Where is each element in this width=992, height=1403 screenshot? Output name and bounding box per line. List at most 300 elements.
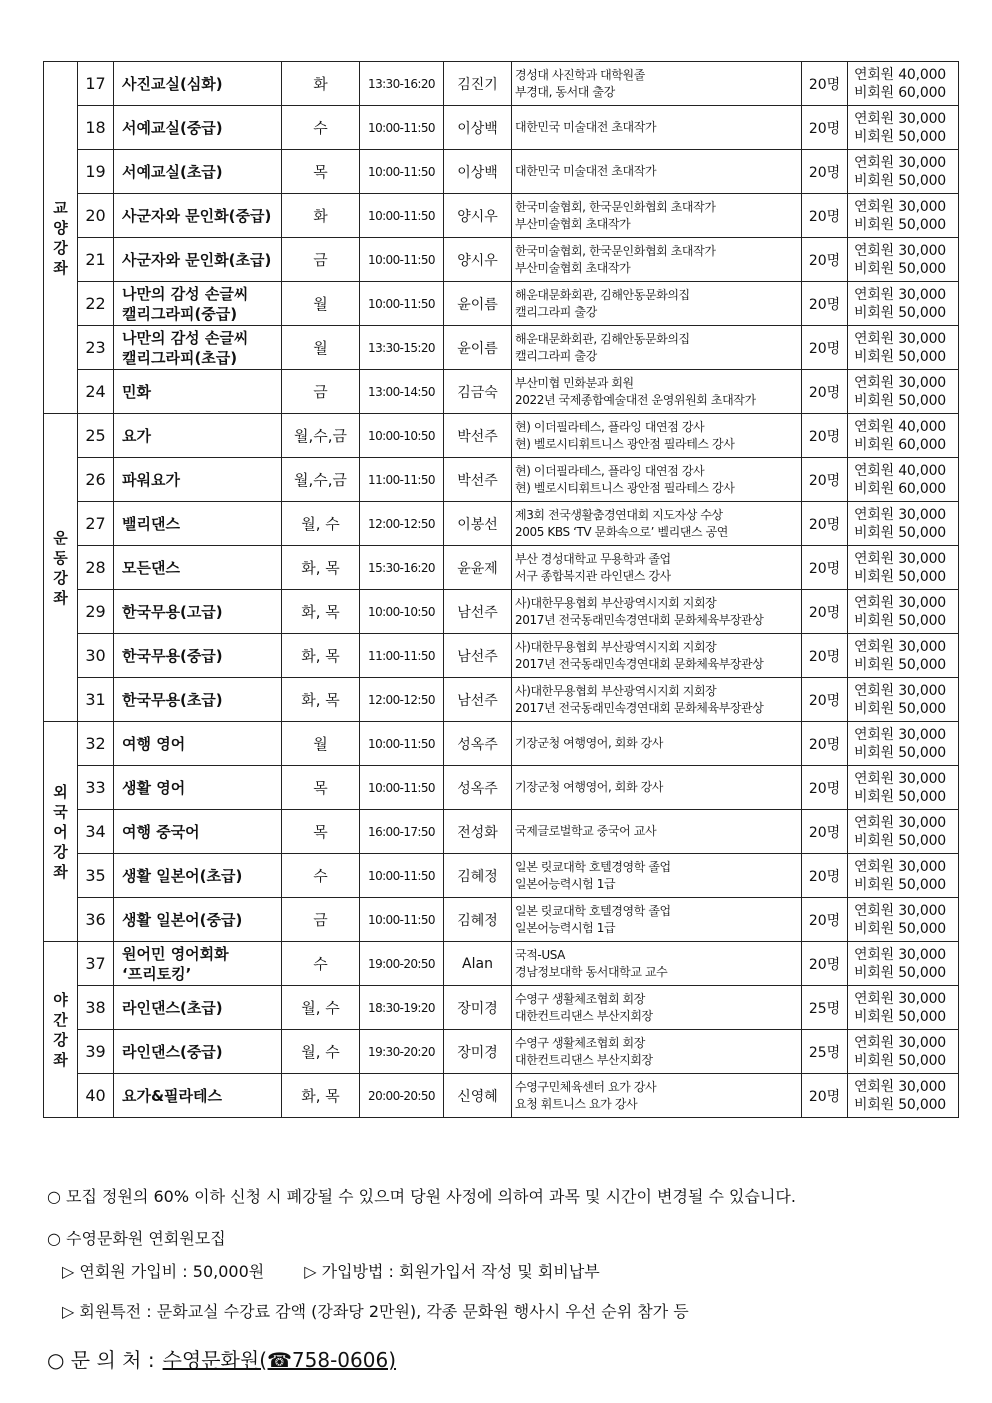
instructor-career: [512, 854, 802, 898]
course-fee-line: 비회원 50,000: [854, 1052, 947, 1069]
course-fee: [848, 678, 959, 722]
course-fee: [848, 986, 959, 1030]
course-name: [114, 942, 282, 986]
course-name: [114, 898, 282, 942]
course-fee: [848, 766, 959, 810]
course-instructor: Alan: [444, 942, 512, 986]
instructor-career-line: 경남정보대학 동서대학교 교수: [515, 964, 668, 979]
course-instructor: 장미경: [444, 1030, 512, 1074]
course-number: 32: [78, 722, 114, 766]
course-fee: [848, 502, 959, 546]
course-time: 13:30-15:20: [360, 326, 444, 370]
course-fee-line: 연회원 30,000: [854, 286, 947, 303]
course-instructor: 이상백: [444, 106, 512, 150]
instructor-career-line: 현) 이더필라테스, 플라잉 대연점 강사: [515, 463, 705, 478]
course-capacity: 20명: [802, 414, 848, 458]
course-time: 10:00-11:50: [360, 194, 444, 238]
course-capacity: 20명: [802, 810, 848, 854]
course-fee: [848, 722, 959, 766]
course-name: [114, 326, 282, 370]
course-name: [114, 634, 282, 678]
course-day: 화, 목: [282, 1074, 360, 1118]
course-fee-line: 비회원 50,000: [854, 700, 947, 717]
instructor-career-line: 국적-USA: [515, 947, 565, 962]
course-number: 18: [78, 106, 114, 150]
course-fee-line: 연회원 30,000: [854, 990, 947, 1007]
table-row: [44, 546, 959, 590]
course-capacity: 20명: [802, 458, 848, 502]
course-fee: [848, 326, 959, 370]
instructor-career-line: 일본어능력시험 1급: [515, 876, 616, 891]
course-day: 화, 목: [282, 678, 360, 722]
course-fee: [848, 238, 959, 282]
course-fee-line: 연회원 40,000: [854, 418, 947, 435]
course-name-line: 사진교실(심화): [122, 74, 223, 93]
table-row: [44, 238, 959, 282]
course-day: 금: [282, 898, 360, 942]
course-number: 20: [78, 194, 114, 238]
course-capacity: 20명: [802, 590, 848, 634]
course-name-line: 밸리댄스: [122, 514, 180, 533]
course-fee: [848, 106, 959, 150]
course-day: 화: [282, 62, 360, 106]
table-row: [44, 150, 959, 194]
course-instructor: 김금숙: [444, 370, 512, 414]
course-name-line: 캘리그라피(중급): [122, 304, 238, 323]
course-capacity: 20명: [802, 898, 848, 942]
course-day: 목: [282, 766, 360, 810]
table-row: [44, 766, 959, 810]
course-name: [114, 810, 282, 854]
course-instructor: 남선주: [444, 634, 512, 678]
course-fee-line: 비회원 60,000: [854, 436, 947, 453]
course-instructor: 박선주: [444, 458, 512, 502]
course-instructor: 전성화: [444, 810, 512, 854]
course-name-line: 여행 영어: [122, 734, 186, 753]
contact-label: ○ 문 의 처 :: [47, 1348, 155, 1372]
course-name-line: 여행 중국어: [122, 822, 200, 841]
course-capacity: 20명: [802, 854, 848, 898]
instructor-career-line: 수영구 생활체조협회 회장: [515, 991, 645, 1006]
course-instructor: 양시우: [444, 194, 512, 238]
instructor-career-line: 현) 벨로시티휘트니스 광안점 필라테스 강사: [515, 436, 735, 451]
category-name: 야간강좌: [53, 990, 68, 1069]
table-row: [44, 106, 959, 150]
course-fee: [848, 590, 959, 634]
course-name-line: 요가: [122, 426, 151, 445]
instructor-career: [512, 898, 802, 942]
course-name: [114, 986, 282, 1030]
course-fee-line: 연회원 30,000: [854, 638, 947, 655]
course-capacity: 25명: [802, 1030, 848, 1074]
instructor-career-line: 요청 휘트니스 요가 강사: [515, 1096, 638, 1111]
course-number: 21: [78, 238, 114, 282]
course-fee-line: 비회원 50,000: [854, 392, 947, 409]
course-name-line: 민화: [122, 382, 151, 401]
category-name: 교양강좌: [53, 198, 68, 277]
table-row: [44, 194, 959, 238]
course-fee-line: 연회원 40,000: [854, 462, 947, 479]
instructor-career-line: 대한민국 미술대전 초대작가: [515, 164, 657, 178]
course-fee: [848, 898, 959, 942]
instructor-career: [512, 546, 802, 590]
instructor-career: [512, 106, 802, 150]
table-row: [44, 722, 959, 766]
instructor-career-line: 한국미술협회, 한국문인화협회 초대작가: [515, 199, 716, 214]
course-fee-line: 비회원 50,000: [854, 260, 947, 277]
table-row: [44, 986, 959, 1030]
course-number: 23: [78, 326, 114, 370]
course-name-line: 라인댄스(중급): [122, 1042, 223, 1061]
course-capacity: 20명: [802, 62, 848, 106]
instructor-career: [512, 942, 802, 986]
course-table: [43, 61, 959, 1118]
membership-benefit: ▷ 회원특전 : 문화교실 수강료 감액 (강좌당 2만원), 각종 문화원 행사시 우선 순위 참가 등: [62, 1302, 689, 1321]
course-name-line: 서예교실(초급): [122, 162, 223, 181]
course-time: 10:00-11:50: [360, 238, 444, 282]
course-instructor: 김진기: [444, 62, 512, 106]
course-name-line: 요가&필라테스: [122, 1086, 223, 1105]
course-name-line: 사군자와 문인화(초급): [122, 250, 272, 269]
course-time: 12:00-12:50: [360, 678, 444, 722]
membership-method: ▷ 가입방법 : 회원가입서 작성 및 회비납부: [304, 1262, 600, 1281]
instructor-career-line: 캘리그라피 출강: [515, 348, 597, 363]
table-row: [44, 898, 959, 942]
instructor-career-line: 현) 벨로시티휘트니스 광안점 필라테스 강사: [515, 480, 735, 495]
category-name: 운동강좌: [53, 528, 68, 607]
course-number: 25: [78, 414, 114, 458]
table-row: [44, 502, 959, 546]
course-fee: [848, 414, 959, 458]
course-capacity: 20명: [802, 678, 848, 722]
course-instructor: 이봉선: [444, 502, 512, 546]
table-row: [44, 326, 959, 370]
course-fee-line: 연회원 30,000: [854, 1078, 947, 1095]
instructor-career: [512, 370, 802, 414]
course-name-line: 생활 일본어(초급): [122, 866, 243, 885]
course-fee: [848, 942, 959, 986]
course-time: 10:00-11:50: [360, 282, 444, 326]
course-day: 금: [282, 238, 360, 282]
course-capacity: 20명: [802, 766, 848, 810]
instructor-career: [512, 282, 802, 326]
course-fee: [848, 810, 959, 854]
instructor-career: [512, 502, 802, 546]
course-capacity: 20명: [802, 634, 848, 678]
table-row: [44, 942, 959, 986]
course-name-line: 캘리그라피(초급): [122, 348, 238, 367]
course-name-line: ‘프리토킹’: [122, 964, 192, 983]
instructor-career-line: 사)대한무용협회 부산광역시지회 지회장: [515, 595, 717, 610]
course-name: [114, 854, 282, 898]
instructor-career-line: 일본 릿쿄대학 호텔경영학 졸업: [515, 903, 671, 918]
course-name: [114, 414, 282, 458]
course-instructor: 남선주: [444, 590, 512, 634]
course-fee-line: 비회원 50,000: [854, 964, 947, 981]
instructor-career-line: 서구 종합복지관 라인댄스 강사: [515, 568, 671, 583]
course-name: [114, 502, 282, 546]
course-capacity: 20명: [802, 238, 848, 282]
category-label: [44, 62, 78, 414]
course-instructor: 성옥주: [444, 766, 512, 810]
course-number: 29: [78, 590, 114, 634]
course-fee-line: 연회원 30,000: [854, 506, 947, 523]
course-capacity: 20명: [802, 282, 848, 326]
course-number: 33: [78, 766, 114, 810]
course-time: 13:00-14:50: [360, 370, 444, 414]
course-time: 19:30-20:20: [360, 1030, 444, 1074]
course-name: [114, 1030, 282, 1074]
course-day: 화, 목: [282, 634, 360, 678]
instructor-career: [512, 150, 802, 194]
instructor-career: [512, 590, 802, 634]
course-fee: [848, 458, 959, 502]
course-fee-line: 비회원 50,000: [854, 788, 947, 805]
category-name: 외국어강좌: [53, 782, 68, 881]
course-number: 36: [78, 898, 114, 942]
table-row: [44, 282, 959, 326]
course-fee-line: 비회원 50,000: [854, 1008, 947, 1025]
course-name: [114, 546, 282, 590]
contact-line: [47, 1344, 396, 1373]
course-fee-line: 비회원 50,000: [854, 524, 947, 541]
course-fee-line: 연회원 30,000: [854, 726, 947, 743]
instructor-career-line: 2022년 국제종합예술대전 운영위원회 초대작가: [515, 392, 756, 407]
course-fee: [848, 150, 959, 194]
course-time: 10:00-10:50: [360, 590, 444, 634]
course-name: [114, 282, 282, 326]
course-fee-line: 비회원 50,000: [854, 348, 947, 365]
course-day: 월,수,금: [282, 458, 360, 502]
course-time: 20:00-20:50: [360, 1074, 444, 1118]
table-row: [44, 590, 959, 634]
course-time: 10:00-11:50: [360, 106, 444, 150]
course-time: 11:00-11:50: [360, 634, 444, 678]
instructor-career-line: 일본어능력시험 1급: [515, 920, 616, 935]
course-fee-line: 비회원 50,000: [854, 744, 947, 761]
course-day: 월,수,금: [282, 414, 360, 458]
course-day: 월, 수: [282, 1030, 360, 1074]
instructor-career-line: 대한민국 미술대전 초대작가: [515, 120, 657, 134]
course-day: 월, 수: [282, 502, 360, 546]
course-number: 28: [78, 546, 114, 590]
instructor-career: [512, 326, 802, 370]
course-capacity: 20명: [802, 106, 848, 150]
course-fee-line: 비회원 50,000: [854, 1096, 947, 1113]
course-time: 10:00-10:50: [360, 414, 444, 458]
course-time: 10:00-11:50: [360, 854, 444, 898]
course-name: [114, 590, 282, 634]
course-number: 27: [78, 502, 114, 546]
course-instructor: 남선주: [444, 678, 512, 722]
membership-heading: ○ 수영문화원 연회원모집: [47, 1229, 226, 1248]
instructor-career: [512, 810, 802, 854]
table-row: [44, 414, 959, 458]
course-time: 18:30-19:20: [360, 986, 444, 1030]
table-row: [44, 854, 959, 898]
instructor-career-line: 해운대문화회관, 김해안동문화의집: [515, 331, 690, 346]
course-name: [114, 194, 282, 238]
course-day: 수: [282, 854, 360, 898]
course-fee-line: 연회원 30,000: [854, 550, 947, 567]
course-fee-line: 연회원 30,000: [854, 242, 947, 259]
table-row: [44, 810, 959, 854]
course-capacity: 20명: [802, 722, 848, 766]
instructor-career: [512, 194, 802, 238]
instructor-career-line: 경성대 사진학과 대학원졸: [515, 67, 645, 82]
course-number: 22: [78, 282, 114, 326]
course-capacity: 20명: [802, 502, 848, 546]
instructor-career-line: 2017년 전국동래민속경연대회 문화체육부장관상: [515, 612, 764, 627]
course-number: 24: [78, 370, 114, 414]
course-fee-line: 연회원 30,000: [854, 198, 947, 215]
instructor-career-line: 부경대, 동서대 출강: [515, 84, 615, 99]
course-fee-line: 비회원 50,000: [854, 920, 947, 937]
course-fee: [848, 854, 959, 898]
table-row: [44, 1074, 959, 1118]
instructor-career: [512, 1074, 802, 1118]
course-fee-line: 비회원 50,000: [854, 216, 947, 233]
course-time: 10:00-11:50: [360, 898, 444, 942]
instructor-career-line: 한국미술협회, 한국문인화협회 초대작가: [515, 243, 716, 258]
course-name-line: 파워요가: [122, 470, 180, 489]
instructor-career-line: 2017년 전국동래민속경연대회 문화체육부장관상: [515, 700, 764, 715]
course-fee-line: 연회원 30,000: [854, 1034, 947, 1051]
instructor-career: [512, 414, 802, 458]
course-number: 39: [78, 1030, 114, 1074]
instructor-career: [512, 986, 802, 1030]
course-fee: [848, 546, 959, 590]
membership-fee: ▷ 연회원 가입비 : 50,000원: [62, 1262, 265, 1281]
instructor-career-line: 사)대한무용협회 부산광역시지회 지회장: [515, 639, 717, 654]
course-time: 13:30-16:20: [360, 62, 444, 106]
course-day: 수: [282, 942, 360, 986]
membership-fee-and-method: [62, 1259, 600, 1282]
course-fee-line: 연회원 30,000: [854, 154, 947, 171]
course-fee-line: 비회원 50,000: [854, 656, 947, 673]
course-name-line: 사군자와 문인화(중급): [122, 206, 272, 225]
instructor-career-line: 대한컨트리댄스 부산지회장: [515, 1052, 653, 1067]
course-fee-line: 연회원 30,000: [854, 374, 947, 391]
course-name: [114, 458, 282, 502]
course-fee-line: 비회원 50,000: [854, 876, 947, 893]
course-time: 10:00-11:50: [360, 766, 444, 810]
course-fee-line: 연회원 30,000: [854, 946, 947, 963]
instructor-career-line: 2017년 전국동래민속경연대회 문화체육부장관상: [515, 656, 764, 671]
category-label: [44, 722, 78, 942]
course-name: [114, 106, 282, 150]
course-number: 34: [78, 810, 114, 854]
course-instructor: 윤이름: [444, 326, 512, 370]
category-label: [44, 414, 78, 722]
course-name-line: 나만의 감성 손글씨: [122, 328, 249, 347]
course-name-line: 서예교실(중급): [122, 118, 223, 137]
instructor-career-line: 부산미협 민화분과 회원: [515, 375, 634, 390]
instructor-career: [512, 238, 802, 282]
course-name-line: 한국무용(고급): [122, 602, 223, 621]
course-fee-line: 연회원 30,000: [854, 858, 947, 875]
course-day: 월: [282, 282, 360, 326]
instructor-career-line: 일본 릿쿄대학 호텔경영학 졸업: [515, 859, 671, 874]
course-name: [114, 62, 282, 106]
course-instructor: 성옥주: [444, 722, 512, 766]
course-name-line: 한국무용(초급): [122, 690, 223, 709]
instructor-career-line: 대한컨트리댄스 부산지회장: [515, 1008, 653, 1023]
course-fee-line: 비회원 60,000: [854, 84, 947, 101]
course-time: 11:00-11:50: [360, 458, 444, 502]
course-day: 목: [282, 150, 360, 194]
course-instructor: 양시우: [444, 238, 512, 282]
course-fee-line: 연회원 30,000: [854, 902, 947, 919]
course-capacity: 20명: [802, 150, 848, 194]
instructor-career: [512, 766, 802, 810]
table-row: [44, 1030, 959, 1074]
instructor-career-line: 부산미술협회 초대작가: [515, 260, 631, 275]
course-name: [114, 150, 282, 194]
course-day: 화, 목: [282, 546, 360, 590]
course-fee-line: 비회원 50,000: [854, 612, 947, 629]
instructor-career: [512, 458, 802, 502]
category-label: [44, 942, 78, 1118]
course-fee-line: 비회원 50,000: [854, 172, 947, 189]
course-instructor: 박선주: [444, 414, 512, 458]
closure-notice: ○ 모집 정원의 60% 이하 신청 시 폐강될 수 있으며 당원 사정에 의하여 과목 및 시간이 변경될 수 있습니다.: [47, 1187, 796, 1206]
course-time: 10:00-11:50: [360, 150, 444, 194]
course-fee: [848, 1074, 959, 1118]
course-fee-line: 연회원 30,000: [854, 682, 947, 699]
instructor-career: [512, 1030, 802, 1074]
course-number: 26: [78, 458, 114, 502]
course-day: 수: [282, 106, 360, 150]
table-row: [44, 458, 959, 502]
course-fee-line: 비회원 50,000: [854, 304, 947, 321]
instructor-career-line: 부산미술협회 초대작가: [515, 216, 631, 231]
course-fee-line: 비회원 50,000: [854, 128, 947, 145]
instructor-career-line: 해운대문화회관, 김해안동문화의집: [515, 287, 690, 302]
course-number: 35: [78, 854, 114, 898]
course-fee: [848, 1030, 959, 1074]
course-fee-line: 비회원 50,000: [854, 568, 947, 585]
course-name-line: 라인댄스(초급): [122, 998, 223, 1017]
course-capacity: 20명: [802, 1074, 848, 1118]
course-capacity: 20명: [802, 546, 848, 590]
instructor-career-line: 캘리그라피 출강: [515, 304, 597, 319]
course-fee-line: 연회원 30,000: [854, 770, 947, 787]
instructor-career: [512, 62, 802, 106]
instructor-career-line: 부산 경성대학교 무용학과 졸업: [515, 551, 671, 566]
course-name: [114, 370, 282, 414]
course-day: 금: [282, 370, 360, 414]
course-fee-line: 연회원 30,000: [854, 594, 947, 611]
course-instructor: 이상백: [444, 150, 512, 194]
course-time: 16:00-17:50: [360, 810, 444, 854]
contact-organization: 수영문화원(☎758-0606): [162, 1348, 397, 1372]
course-time: 10:00-11:50: [360, 722, 444, 766]
course-instructor: 윤윤제: [444, 546, 512, 590]
course-day: 월: [282, 326, 360, 370]
course-name: [114, 722, 282, 766]
course-fee-line: 연회원 30,000: [854, 814, 947, 831]
course-instructor: 장미경: [444, 986, 512, 1030]
course-capacity: 20명: [802, 194, 848, 238]
instructor-career-line: 사)대한무용협회 부산광역시지회 지회장: [515, 683, 717, 698]
instructor-career: [512, 634, 802, 678]
course-day: 월, 수: [282, 986, 360, 1030]
course-fee: [848, 194, 959, 238]
course-instructor: 김혜정: [444, 854, 512, 898]
course-number: 17: [78, 62, 114, 106]
course-name: [114, 1074, 282, 1118]
